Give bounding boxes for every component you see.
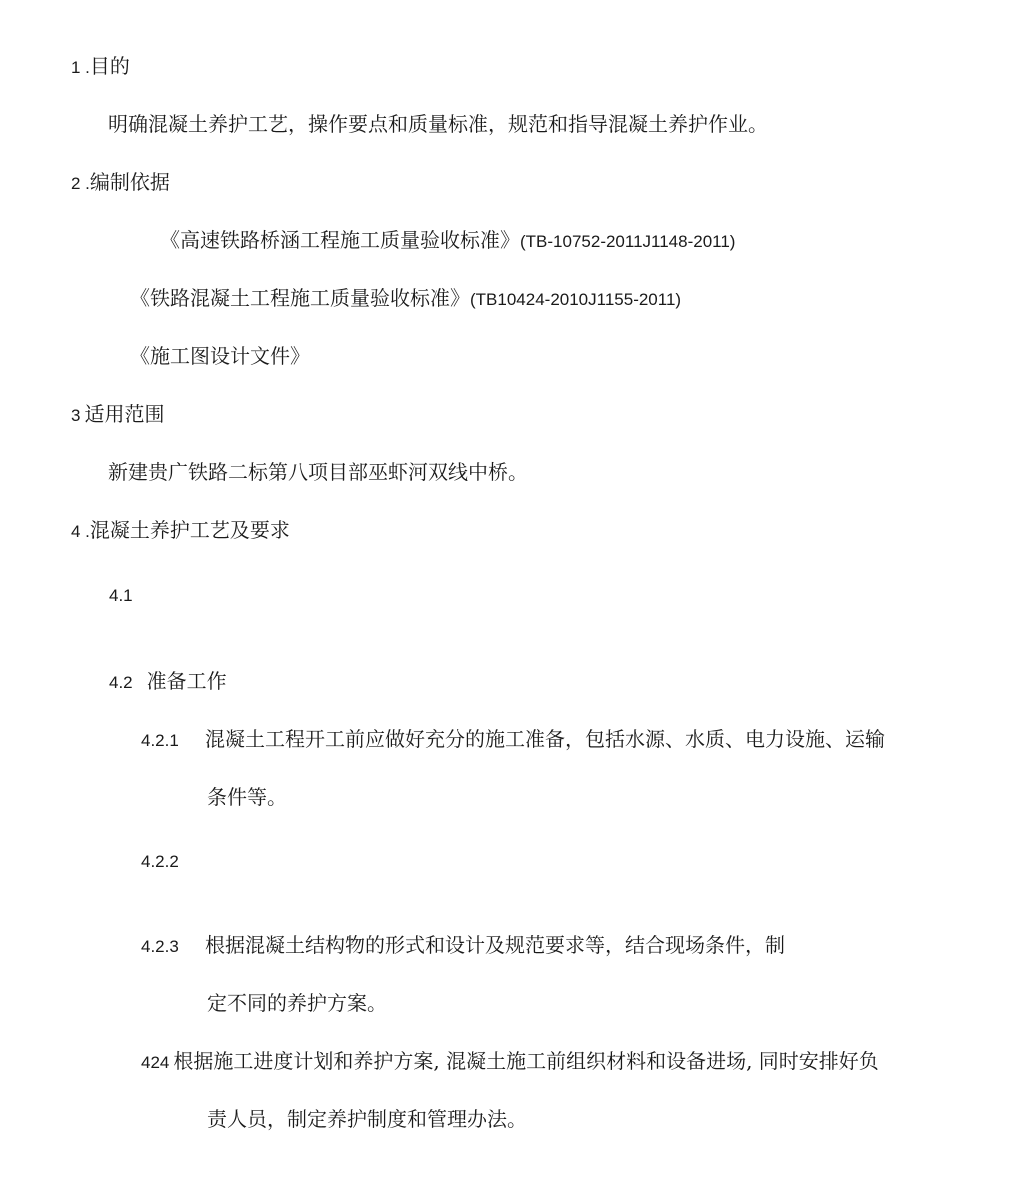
item-number: 4.2.3 — [141, 937, 179, 956]
heading-3 — [71, 400, 164, 430]
heading-number: 4 . — [71, 522, 90, 541]
item-4-2-1 — [141, 725, 885, 755]
heading-number: 2 . — [71, 174, 90, 193]
reference-code: (TB10424-2010J1155-2011) — [470, 290, 682, 309]
paragraph-scope: 新建贵广铁路二标第八项目部巫虾河双线中桥。 — [108, 460, 528, 484]
heading-1 — [71, 52, 130, 82]
heading-number: 3 — [71, 406, 81, 425]
item-4-2-4 — [141, 1047, 879, 1077]
subheading-number: 4.1 — [109, 586, 133, 605]
reference-code: (TB-10752-2011J1148-2011) — [520, 232, 736, 251]
heading-title: 适用范围 — [84, 402, 165, 426]
heading-title: 混凝土养护工艺及要求 — [89, 518, 290, 542]
heading-2 — [71, 168, 170, 198]
item-4-2-3 — [141, 931, 785, 961]
heading-number: 1 . — [71, 58, 90, 77]
reference-title: 《施工图设计文件》 — [130, 344, 310, 368]
paragraph-purpose: 明确混凝土养护工艺，操作要点和质量标准，规范和指导混凝土养护作业。 — [108, 112, 768, 136]
item-number: 424 — [141, 1053, 170, 1072]
heading-title: 编制依据 — [89, 170, 170, 194]
item-4-2-2 — [141, 847, 179, 876]
subheading-4-1 — [109, 581, 133, 610]
heading-title: 目的 — [89, 54, 130, 78]
subheading-title: 准备工作 — [146, 669, 227, 693]
item-text-continuation: 条件等。 — [207, 785, 287, 809]
reference-title: 《高速铁路桥涵工程施工质量验收标准》 — [160, 228, 520, 252]
item-text: 根据施工进度计划和养护方案, 混凝土施工前组织材料和设备进场, 同时安排好负 — [173, 1049, 879, 1073]
reference-item — [160, 226, 735, 256]
item-number: 4.2.2 — [141, 852, 179, 871]
item-text-continuation: 责人员，制定养护制度和管理办法。 — [207, 1107, 527, 1131]
item-number: 4.2.1 — [141, 731, 179, 750]
item-text-continuation: 定不同的养护方案。 — [207, 991, 387, 1015]
reference-item — [130, 342, 310, 371]
reference-item — [130, 284, 681, 314]
subheading-4-2 — [109, 667, 227, 697]
reference-title: 《铁路混凝土工程施工质量验收标准》 — [130, 286, 470, 310]
subheading-number: 4.2 — [109, 673, 133, 692]
item-text: 混凝土工程开工前应做好充分的施工准备，包括水源、水质、电力设施、运输 — [205, 727, 885, 751]
item-text: 根据混凝土结构物的形式和设计及规范要求等，结合现场条件，制 — [205, 933, 785, 957]
heading-4 — [71, 516, 290, 546]
